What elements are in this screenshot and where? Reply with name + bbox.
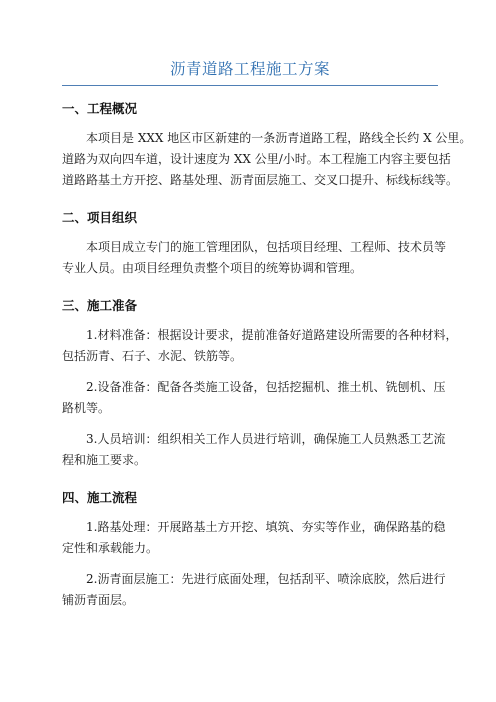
paragraph-line: 1.路基处理：开展路基土方开挖、填筑、夯实等作业，确保路基的稳 <box>86 520 446 534</box>
title-underline <box>62 85 438 86</box>
paragraph-materials <box>62 325 458 367</box>
paragraph-equipment <box>62 377 446 419</box>
paragraph-line: 2.设备准备：配备各类施工设备，包括挖掘机、推土机、铣刨机、压 <box>86 380 446 394</box>
paragraph-line: 本项目是 XXX 地区市区新建的一条沥青道路工程，路线全长约 X 公里。 <box>86 131 472 145</box>
paragraph-line: 道路为双向四车道，设计速度为 XX 公里/小时。本工程施工内容主要包括 <box>62 152 451 166</box>
paragraph-overview <box>62 128 472 191</box>
paragraph-organization <box>62 237 447 279</box>
paragraph-line: 铺沥青面层。 <box>62 593 135 607</box>
section-heading-process: 四、施工流程 <box>62 490 138 505</box>
paragraph-line: 道路路基土方开挖、路基处理、沥青面层施工、交叉口提升、标线标线等。 <box>62 173 459 187</box>
section-heading-organization: 二、项目组织 <box>62 210 138 225</box>
paragraph-subgrade <box>62 517 446 559</box>
paragraph-line: 程和施工要求。 <box>62 453 147 467</box>
paragraph-asphalt-surface <box>62 569 446 611</box>
paragraph-line: 包括沥青、石子、水泥、铁筋等。 <box>62 349 243 363</box>
paragraph-line: 专业人员。由项目经理负责整个项目的统筹协调和管理。 <box>62 261 363 275</box>
section-heading-overview: 一、工程概况 <box>62 101 138 116</box>
paragraph-training <box>62 429 446 471</box>
paragraph-line: 2.沥青面层施工：先进行底面处理，包括刮平、喷涂底胶，然后进行 <box>86 572 446 586</box>
document-title: 沥青道路工程施工方案 <box>169 60 330 78</box>
paragraph-line: 3.人员培训：组织相关工作人员进行培训，确保施工人员熟悉工艺流 <box>86 432 446 446</box>
paragraph-line: 本项目成立专门的施工管理团队，包括项目经理、工程师、技术员等 <box>86 240 447 254</box>
paragraph-line: 1.材料准备：根据设计要求，提前准备好道路建设所需要的各种材料， <box>86 328 458 342</box>
paragraph-line: 路机等。 <box>62 401 111 415</box>
section-heading-preparation: 三、施工准备 <box>62 298 138 313</box>
paragraph-line: 定性和承载能力。 <box>62 541 159 555</box>
